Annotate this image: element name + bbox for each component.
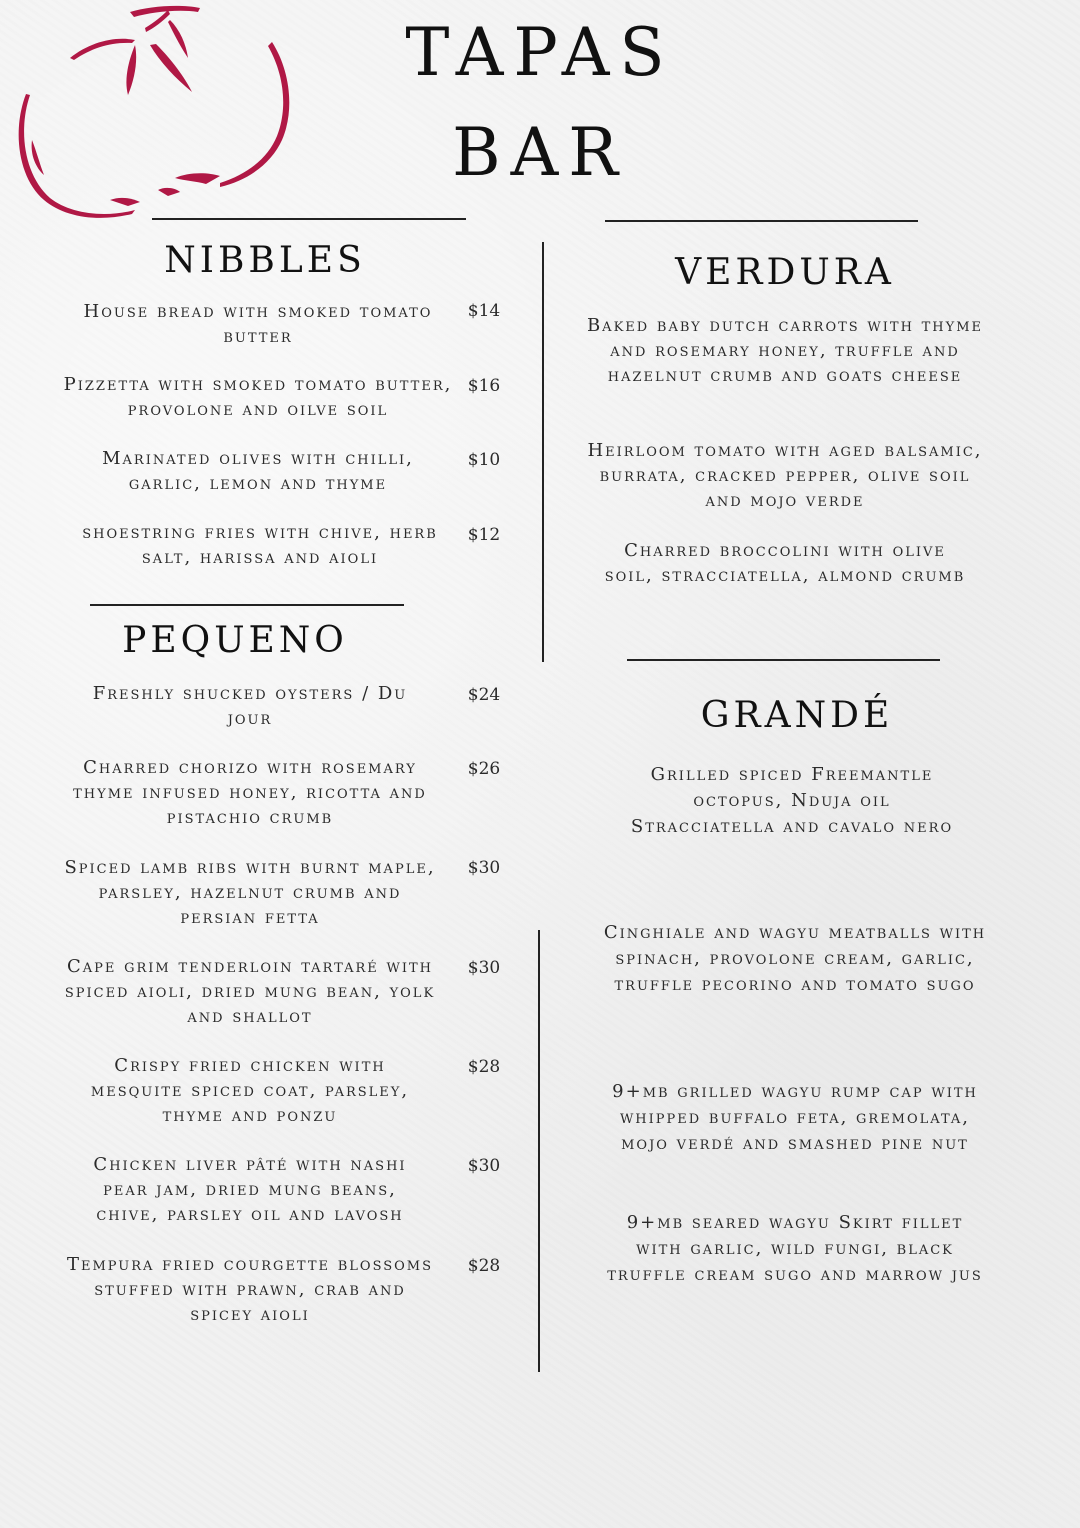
menu-item-name: Heirloom tomato with aged balsamic, burrata, cracked pepper, olive soil and mojo verde xyxy=(587,440,983,511)
menu-item-price: $10 xyxy=(467,450,501,470)
divider-nibbles xyxy=(152,218,466,220)
menu-item-name: Spiced lamb ribs with burnt maple, parsley, hazelnut crumb and persian fetta xyxy=(64,857,436,928)
menu-item-name: 9+mb seared wagyu Skirt fillet with garlic, wild fungi, black truffle cream sugo and marrow jus xyxy=(607,1212,983,1285)
menu-item-name: House bread with smoked tomato butter xyxy=(83,301,433,347)
menu-item-name: Tempura fried courgette blossoms stuffed with prawn, crab and spicey aioli xyxy=(66,1254,434,1325)
menu-item-price: $14 xyxy=(467,301,501,321)
menu-item-price: $30 xyxy=(467,958,501,978)
menu-item-name: Marinated olives with chilli, garlic, lemon and thyme xyxy=(102,448,414,494)
menu-item-name: Pizzetta with smoked tomato butter, provolone and oilve soil xyxy=(63,374,453,420)
menu-item-name: Freshly shucked oysters / Du jour xyxy=(92,683,408,729)
menu-item-name: 9+mb grilled wagyu rump cap with whipped buffalo feta, gremolata, mojo verdé and smashed pine nut xyxy=(612,1081,978,1154)
menu-item-name: Chicken liver pâté with nashi pear jam, dried mung beans, chive, parsley oil and lavosh xyxy=(93,1154,407,1225)
menu-item-name: Cape grim tenderloin tartaré with spiced aioli, dried mung bean, yolk and shallot xyxy=(64,956,436,1027)
menu-item-price: $30 xyxy=(467,1156,501,1176)
menu-item-name: Charred broccolini with olive soil, stracciatella, almond crumb xyxy=(604,540,966,586)
menu-item-name: shoestring fries with chive, herb salt, harissa and aioli xyxy=(82,522,438,568)
menu-item-price: $28 xyxy=(467,1057,501,1077)
page-title-line2: BAR xyxy=(452,114,628,191)
menu-item-price: $26 xyxy=(467,759,501,779)
menu-item-price: $24 xyxy=(467,685,501,705)
menu-item-price: $12 xyxy=(467,525,501,545)
divider-verdura xyxy=(605,220,918,222)
menu-item-name: Grilled spiced Freemantle octopus, Nduja oil Stracciatella and cavalo nero xyxy=(630,764,954,837)
column-divider-top xyxy=(542,242,544,662)
menu-item-price: $28 xyxy=(467,1256,501,1276)
menu-item-name: Charred chorizo with rosemary thyme infused honey, ricotta and pistachio crumb xyxy=(73,757,427,828)
menu-item-price: $16 xyxy=(467,376,501,396)
menu-item-name: Baked baby dutch carrots with thyme and rosemary honey, truffle and hazelnut crumb and goats cheese xyxy=(586,315,984,386)
page-title-line1: TAPAS xyxy=(405,14,675,91)
section-heading-verdura: VERDURA xyxy=(675,252,895,293)
divider-grande xyxy=(627,659,940,661)
divider-pequeno xyxy=(90,604,404,606)
menu-item-name: Cinghiale and wagyu meatballs with spinach, provolone cream, garlic, truffle pecorino and tomato sugo xyxy=(603,922,987,995)
menu-item-price: $30 xyxy=(467,858,501,878)
menu-item-name: Crispy fried chicken with mesquite spiced coat, parsley, thyme and ponzu xyxy=(90,1055,410,1126)
column-divider-bottom xyxy=(538,930,540,1372)
section-heading-pequeno: PEQUENO xyxy=(122,620,348,661)
section-heading-grande: GRANDÉ xyxy=(700,695,894,736)
section-heading-nibbles: NIBBLES xyxy=(164,240,366,281)
